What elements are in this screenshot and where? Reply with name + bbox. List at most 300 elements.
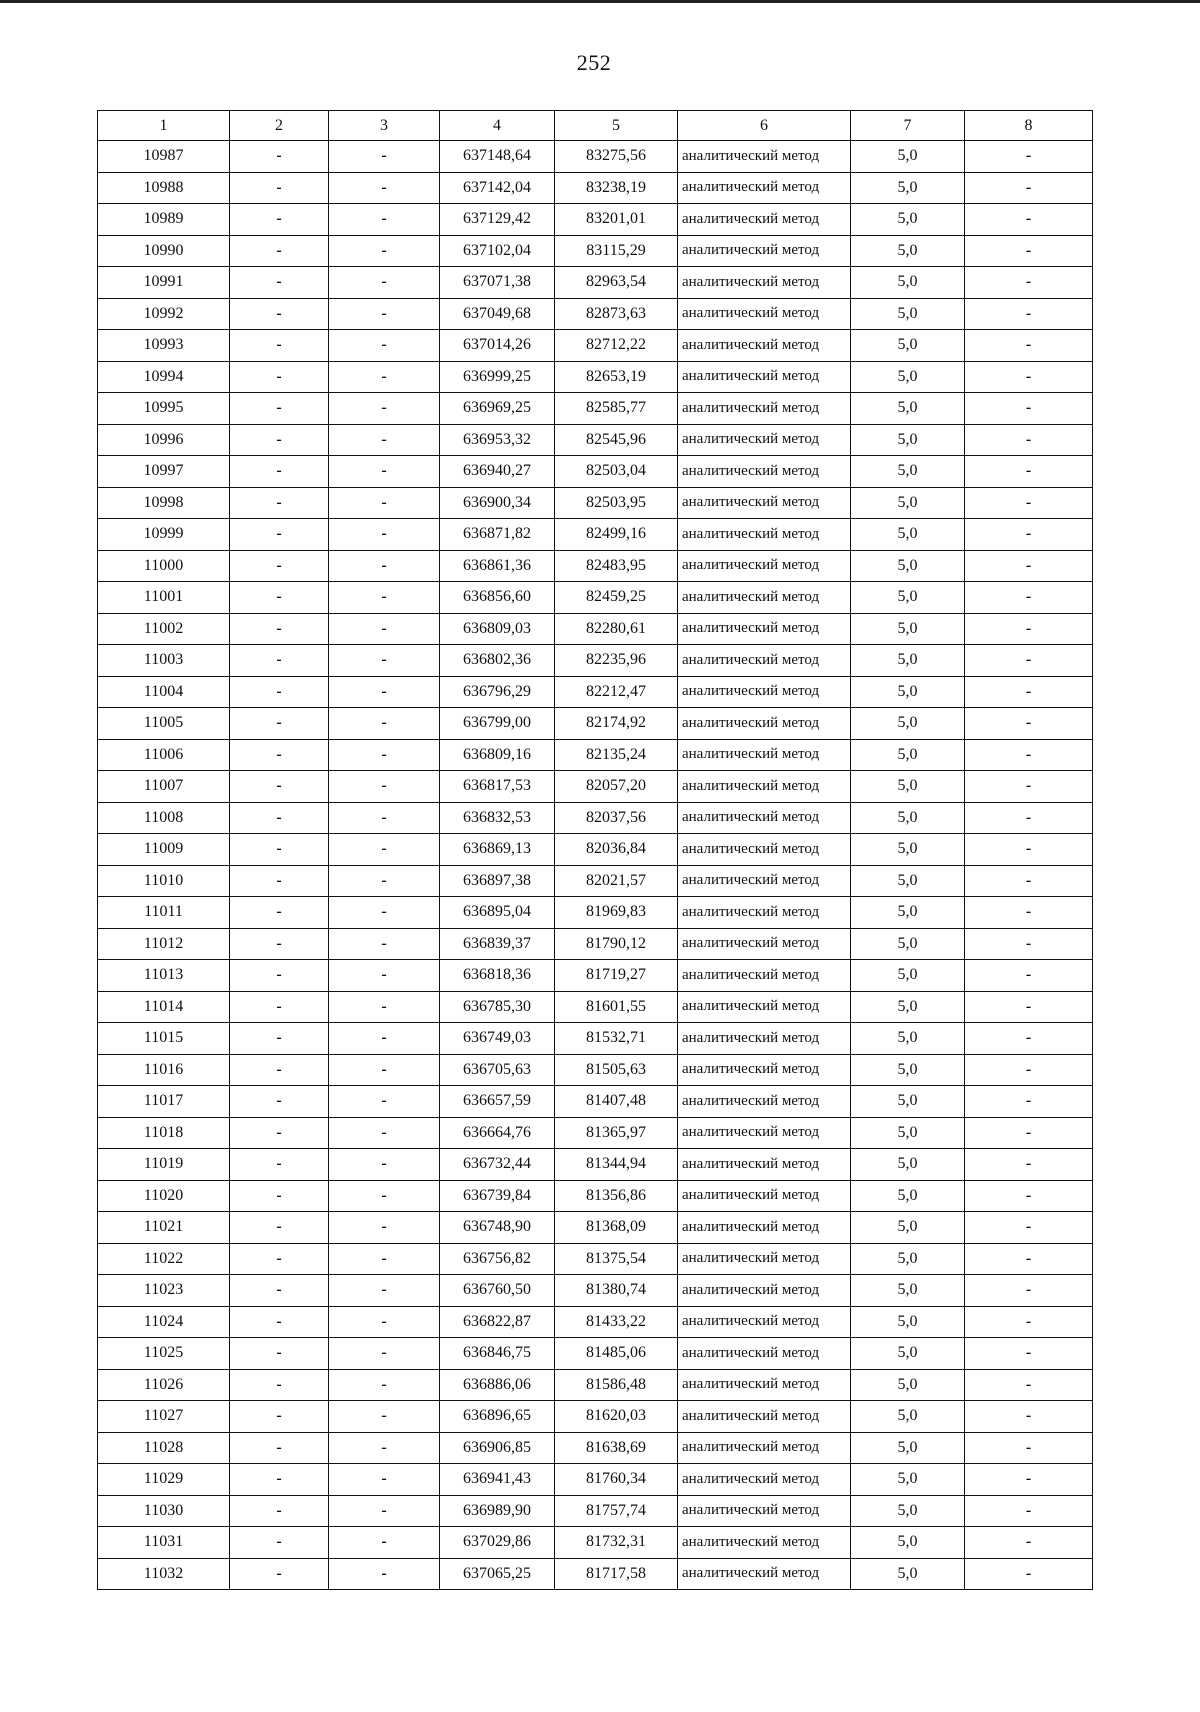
cell-accuracy: 5,0 <box>851 1054 965 1086</box>
cell-accuracy: 5,0 <box>851 487 965 519</box>
cell-point-number: 10997 <box>98 456 230 488</box>
cell-col-8: - <box>965 1306 1093 1338</box>
cell-method: аналитический метод <box>678 550 851 582</box>
table-row <box>98 550 1093 582</box>
cell-col-2: - <box>230 645 329 677</box>
cell-coord-y: 82585,77 <box>555 393 678 425</box>
cell-coord-x: 636802,36 <box>440 645 555 677</box>
cell-point-number: 10992 <box>98 298 230 330</box>
cell-col-2: - <box>230 834 329 866</box>
table-row <box>98 739 1093 771</box>
page-top-rule <box>0 0 1200 3</box>
cell-accuracy: 5,0 <box>851 1401 965 1433</box>
table-row <box>98 1149 1093 1181</box>
cell-coord-x: 637142,04 <box>440 172 555 204</box>
cell-col-8: - <box>965 141 1093 173</box>
cell-col-8: - <box>965 393 1093 425</box>
cell-col-8: - <box>965 487 1093 519</box>
table-row <box>98 802 1093 834</box>
cell-point-number: 11031 <box>98 1527 230 1559</box>
table-row <box>98 613 1093 645</box>
cell-col-8: - <box>965 1086 1093 1118</box>
table-row <box>98 393 1093 425</box>
cell-col-3: - <box>329 739 440 771</box>
column-header-1: 1 <box>98 111 230 141</box>
cell-point-number: 11003 <box>98 645 230 677</box>
cell-method: аналитический метод <box>678 991 851 1023</box>
cell-col-8: - <box>965 1338 1093 1370</box>
cell-col-2: - <box>230 1306 329 1338</box>
cell-col-3: - <box>329 676 440 708</box>
cell-col-2: - <box>230 235 329 267</box>
cell-coord-x: 636799,00 <box>440 708 555 740</box>
table-row <box>98 1086 1093 1118</box>
cell-coord-x: 636705,63 <box>440 1054 555 1086</box>
cell-coord-y: 82653,19 <box>555 361 678 393</box>
cell-point-number: 10991 <box>98 267 230 299</box>
cell-coord-x: 636856,60 <box>440 582 555 614</box>
table-row <box>98 991 1093 1023</box>
table-row <box>98 1432 1093 1464</box>
cell-col-8: - <box>965 739 1093 771</box>
cell-point-number: 11007 <box>98 771 230 803</box>
cell-coord-y: 81790,12 <box>555 928 678 960</box>
cell-coord-x: 637014,26 <box>440 330 555 362</box>
table-row <box>98 204 1093 236</box>
cell-coord-y: 81375,54 <box>555 1243 678 1275</box>
cell-coord-x: 636657,59 <box>440 1086 555 1118</box>
cell-method: аналитический метод <box>678 487 851 519</box>
cell-method: аналитический метод <box>678 1180 851 1212</box>
cell-col-8: - <box>965 1495 1093 1527</box>
cell-col-2: - <box>230 960 329 992</box>
cell-coord-x: 636989,90 <box>440 1495 555 1527</box>
cell-method: аналитический метод <box>678 267 851 299</box>
table-row <box>98 771 1093 803</box>
cell-col-8: - <box>965 298 1093 330</box>
cell-method: аналитический метод <box>678 172 851 204</box>
table-row <box>98 298 1093 330</box>
cell-accuracy: 5,0 <box>851 865 965 897</box>
cell-col-8: - <box>965 1212 1093 1244</box>
cell-coord-x: 636785,30 <box>440 991 555 1023</box>
cell-point-number: 10994 <box>98 361 230 393</box>
cell-col-2: - <box>230 1054 329 1086</box>
cell-accuracy: 5,0 <box>851 393 965 425</box>
cell-col-2: - <box>230 487 329 519</box>
cell-method: аналитический метод <box>678 1369 851 1401</box>
cell-point-number: 10998 <box>98 487 230 519</box>
cell-col-3: - <box>329 1306 440 1338</box>
table-row <box>98 235 1093 267</box>
cell-col-3: - <box>329 1338 440 1370</box>
cell-col-8: - <box>965 1369 1093 1401</box>
cell-method: аналитический метод <box>678 424 851 456</box>
cell-point-number: 11018 <box>98 1117 230 1149</box>
cell-coord-x: 636861,36 <box>440 550 555 582</box>
cell-col-3: - <box>329 708 440 740</box>
cell-col-8: - <box>965 1432 1093 1464</box>
coordinates-table <box>97 110 1093 1590</box>
cell-coord-x: 636846,75 <box>440 1338 555 1370</box>
cell-accuracy: 5,0 <box>851 1495 965 1527</box>
cell-coord-x: 636818,36 <box>440 960 555 992</box>
cell-accuracy: 5,0 <box>851 1306 965 1338</box>
cell-coord-x: 636900,34 <box>440 487 555 519</box>
cell-col-8: - <box>965 771 1093 803</box>
cell-coord-y: 82212,47 <box>555 676 678 708</box>
cell-col-8: - <box>965 1558 1093 1590</box>
cell-accuracy: 5,0 <box>851 1338 965 1370</box>
cell-coord-x: 636749,03 <box>440 1023 555 1055</box>
cell-col-3: - <box>329 519 440 551</box>
table-row <box>98 834 1093 866</box>
cell-accuracy: 5,0 <box>851 204 965 236</box>
cell-col-3: - <box>329 802 440 834</box>
cell-point-number: 10995 <box>98 393 230 425</box>
table-row <box>98 519 1093 551</box>
cell-point-number: 11008 <box>98 802 230 834</box>
column-header-2: 2 <box>230 111 329 141</box>
cell-coord-x: 637049,68 <box>440 298 555 330</box>
page-number: 252 <box>576 50 612 75</box>
cell-col-8: - <box>965 1243 1093 1275</box>
cell-accuracy: 5,0 <box>851 991 965 1023</box>
cell-accuracy: 5,0 <box>851 1558 965 1590</box>
cell-accuracy: 5,0 <box>851 1275 965 1307</box>
cell-accuracy: 5,0 <box>851 645 965 677</box>
cell-coord-x: 636760,50 <box>440 1275 555 1307</box>
cell-col-8: - <box>965 550 1093 582</box>
cell-point-number: 11004 <box>98 676 230 708</box>
cell-coord-x: 636809,16 <box>440 739 555 771</box>
cell-accuracy: 5,0 <box>851 708 965 740</box>
cell-point-number: 10993 <box>98 330 230 362</box>
cell-coord-y: 82280,61 <box>555 613 678 645</box>
cell-method: аналитический метод <box>678 519 851 551</box>
cell-coord-y: 81433,22 <box>555 1306 678 1338</box>
cell-accuracy: 5,0 <box>851 519 965 551</box>
cell-coord-x: 636809,03 <box>440 613 555 645</box>
cell-point-number: 11030 <box>98 1495 230 1527</box>
cell-method: аналитический метод <box>678 582 851 614</box>
cell-method: аналитический метод <box>678 1527 851 1559</box>
table-row <box>98 1243 1093 1275</box>
cell-coord-y: 81407,48 <box>555 1086 678 1118</box>
header-row <box>98 111 1093 141</box>
table-row <box>98 487 1093 519</box>
cell-point-number: 11026 <box>98 1369 230 1401</box>
cell-col-2: - <box>230 928 329 960</box>
cell-col-8: - <box>965 1527 1093 1559</box>
column-header-8: 8 <box>965 111 1093 141</box>
cell-col-2: - <box>230 1369 329 1401</box>
cell-col-3: - <box>329 645 440 677</box>
cell-point-number: 10989 <box>98 204 230 236</box>
table-row <box>98 1401 1093 1433</box>
cell-coord-y: 81586,48 <box>555 1369 678 1401</box>
table-row <box>98 1180 1093 1212</box>
table-header <box>98 111 1093 141</box>
cell-col-3: - <box>329 393 440 425</box>
cell-coord-y: 83115,29 <box>555 235 678 267</box>
cell-coord-y: 82036,84 <box>555 834 678 866</box>
cell-point-number: 11017 <box>98 1086 230 1118</box>
cell-col-8: - <box>965 204 1093 236</box>
cell-col-3: - <box>329 330 440 362</box>
cell-method: аналитический метод <box>678 1117 851 1149</box>
cell-col-8: - <box>965 1275 1093 1307</box>
cell-coord-y: 81532,71 <box>555 1023 678 1055</box>
table-row <box>98 897 1093 929</box>
cell-col-3: - <box>329 361 440 393</box>
column-header-3: 3 <box>329 111 440 141</box>
cell-coord-y: 82499,16 <box>555 519 678 551</box>
table-row <box>98 1464 1093 1496</box>
cell-col-3: - <box>329 1180 440 1212</box>
cell-coord-x: 636839,37 <box>440 928 555 960</box>
cell-coord-y: 81380,74 <box>555 1275 678 1307</box>
cell-col-8: - <box>965 834 1093 866</box>
cell-col-8: - <box>965 519 1093 551</box>
cell-coord-y: 81969,83 <box>555 897 678 929</box>
cell-method: аналитический метод <box>678 960 851 992</box>
cell-col-3: - <box>329 897 440 929</box>
cell-point-number: 10987 <box>98 141 230 173</box>
cell-coord-y: 83238,19 <box>555 172 678 204</box>
cell-method: аналитический метод <box>678 834 851 866</box>
cell-col-2: - <box>230 424 329 456</box>
cell-col-3: - <box>329 1243 440 1275</box>
cell-point-number: 11000 <box>98 550 230 582</box>
cell-point-number: 10988 <box>98 172 230 204</box>
cell-col-2: - <box>230 519 329 551</box>
cell-coord-y: 82021,57 <box>555 865 678 897</box>
cell-point-number: 11013 <box>98 960 230 992</box>
cell-coord-x: 637071,38 <box>440 267 555 299</box>
cell-coord-y: 82174,92 <box>555 708 678 740</box>
cell-method: аналитический метод <box>678 298 851 330</box>
cell-coord-x: 636756,82 <box>440 1243 555 1275</box>
cell-point-number: 11011 <box>98 897 230 929</box>
column-header-5: 5 <box>555 111 678 141</box>
table-row <box>98 1117 1093 1149</box>
cell-method: аналитический метод <box>678 928 851 960</box>
cell-coord-x: 636886,06 <box>440 1369 555 1401</box>
cell-coord-y: 82483,95 <box>555 550 678 582</box>
cell-method: аналитический метод <box>678 235 851 267</box>
cell-accuracy: 5,0 <box>851 1086 965 1118</box>
cell-method: аналитический метод <box>678 802 851 834</box>
cell-accuracy: 5,0 <box>851 172 965 204</box>
cell-col-8: - <box>965 708 1093 740</box>
cell-col-2: - <box>230 204 329 236</box>
cell-coord-x: 636999,25 <box>440 361 555 393</box>
cell-col-8: - <box>965 361 1093 393</box>
cell-method: аналитический метод <box>678 1432 851 1464</box>
cell-coord-y: 81505,63 <box>555 1054 678 1086</box>
cell-coord-x: 637102,04 <box>440 235 555 267</box>
cell-coord-x: 636732,44 <box>440 1149 555 1181</box>
cell-method: аналитический метод <box>678 1086 851 1118</box>
cell-coord-x: 636822,87 <box>440 1306 555 1338</box>
cell-col-8: - <box>965 1149 1093 1181</box>
cell-col-2: - <box>230 739 329 771</box>
cell-accuracy: 5,0 <box>851 1180 965 1212</box>
cell-method: аналитический метод <box>678 456 851 488</box>
cell-col-8: - <box>965 1023 1093 1055</box>
cell-col-8: - <box>965 1117 1093 1149</box>
cell-coord-x: 636895,04 <box>440 897 555 929</box>
cell-accuracy: 5,0 <box>851 550 965 582</box>
column-header-7: 7 <box>851 111 965 141</box>
cell-accuracy: 5,0 <box>851 424 965 456</box>
cell-col-3: - <box>329 1054 440 1086</box>
cell-accuracy: 5,0 <box>851 456 965 488</box>
cell-point-number: 11010 <box>98 865 230 897</box>
cell-coord-y: 81620,03 <box>555 1401 678 1433</box>
cell-coord-x: 636739,84 <box>440 1180 555 1212</box>
cell-col-8: - <box>965 865 1093 897</box>
cell-point-number: 11021 <box>98 1212 230 1244</box>
table-row <box>98 456 1093 488</box>
cell-col-3: - <box>329 1023 440 1055</box>
cell-coord-x: 636940,27 <box>440 456 555 488</box>
cell-accuracy: 5,0 <box>851 235 965 267</box>
cell-col-3: - <box>329 456 440 488</box>
table-row <box>98 1275 1093 1307</box>
cell-coord-y: 82503,95 <box>555 487 678 519</box>
cell-coord-x: 636817,53 <box>440 771 555 803</box>
cell-col-8: - <box>965 456 1093 488</box>
cell-point-number: 11014 <box>98 991 230 1023</box>
cell-col-2: - <box>230 1338 329 1370</box>
cell-coord-x: 636897,38 <box>440 865 555 897</box>
cell-col-3: - <box>329 582 440 614</box>
cell-method: аналитический метод <box>678 1054 851 1086</box>
cell-method: аналитический метод <box>678 204 851 236</box>
cell-col-2: - <box>230 1275 329 1307</box>
cell-method: аналитический метод <box>678 708 851 740</box>
cell-coord-x: 637129,42 <box>440 204 555 236</box>
cell-coord-y: 83275,56 <box>555 141 678 173</box>
table-row <box>98 172 1093 204</box>
cell-coord-x: 636832,53 <box>440 802 555 834</box>
cell-col-3: - <box>329 960 440 992</box>
table-row <box>98 141 1093 173</box>
cell-coord-x: 636896,65 <box>440 1401 555 1433</box>
cell-col-8: - <box>965 424 1093 456</box>
cell-coord-y: 82712,22 <box>555 330 678 362</box>
cell-col-8: - <box>965 267 1093 299</box>
cell-point-number: 11006 <box>98 739 230 771</box>
cell-method: аналитический метод <box>678 1243 851 1275</box>
cell-point-number: 11012 <box>98 928 230 960</box>
table-row <box>98 1558 1093 1590</box>
cell-col-3: - <box>329 1275 440 1307</box>
cell-col-3: - <box>329 1117 440 1149</box>
table-row <box>98 1054 1093 1086</box>
cell-coord-y: 81485,06 <box>555 1338 678 1370</box>
cell-point-number: 11025 <box>98 1338 230 1370</box>
cell-col-8: - <box>965 1054 1093 1086</box>
cell-coord-y: 81757,74 <box>555 1495 678 1527</box>
cell-coord-y: 81719,27 <box>555 960 678 992</box>
cell-coord-x: 636796,29 <box>440 676 555 708</box>
cell-col-2: - <box>230 865 329 897</box>
cell-col-2: - <box>230 897 329 929</box>
cell-method: аналитический метод <box>678 1212 851 1244</box>
cell-method: аналитический метод <box>678 676 851 708</box>
cell-col-2: - <box>230 582 329 614</box>
cell-point-number: 11022 <box>98 1243 230 1275</box>
cell-coord-y: 82037,56 <box>555 802 678 834</box>
cell-col-2: - <box>230 330 329 362</box>
cell-accuracy: 5,0 <box>851 834 965 866</box>
cell-coord-y: 82057,20 <box>555 771 678 803</box>
cell-col-2: - <box>230 1086 329 1118</box>
cell-coord-x: 636664,76 <box>440 1117 555 1149</box>
cell-col-2: - <box>230 456 329 488</box>
cell-point-number: 11001 <box>98 582 230 614</box>
cell-coord-y: 81601,55 <box>555 991 678 1023</box>
cell-col-3: - <box>329 865 440 897</box>
cell-col-3: - <box>329 1149 440 1181</box>
cell-accuracy: 5,0 <box>851 582 965 614</box>
cell-col-3: - <box>329 204 440 236</box>
cell-coord-y: 81344,94 <box>555 1149 678 1181</box>
cell-col-3: - <box>329 1432 440 1464</box>
cell-point-number: 11015 <box>98 1023 230 1055</box>
cell-point-number: 11032 <box>98 1558 230 1590</box>
column-header-6: 6 <box>678 111 851 141</box>
cell-coord-x: 636906,85 <box>440 1432 555 1464</box>
cell-coord-y: 82963,54 <box>555 267 678 299</box>
cell-col-2: - <box>230 771 329 803</box>
cell-method: аналитический метод <box>678 897 851 929</box>
cell-col-8: - <box>965 991 1093 1023</box>
cell-col-8: - <box>965 676 1093 708</box>
cell-col-8: - <box>965 582 1093 614</box>
cell-col-8: - <box>965 172 1093 204</box>
cell-point-number: 11027 <box>98 1401 230 1433</box>
cell-accuracy: 5,0 <box>851 739 965 771</box>
cell-col-2: - <box>230 708 329 740</box>
cell-col-2: - <box>230 1180 329 1212</box>
cell-coord-y: 81717,58 <box>555 1558 678 1590</box>
cell-col-2: - <box>230 393 329 425</box>
cell-method: аналитический метод <box>678 1464 851 1496</box>
table-row <box>98 1495 1093 1527</box>
cell-point-number: 11028 <box>98 1432 230 1464</box>
cell-coord-x: 636953,32 <box>440 424 555 456</box>
cell-point-number: 11019 <box>98 1149 230 1181</box>
cell-accuracy: 5,0 <box>851 361 965 393</box>
cell-point-number: 10999 <box>98 519 230 551</box>
cell-col-3: - <box>329 1401 440 1433</box>
cell-col-2: - <box>230 1243 329 1275</box>
cell-col-3: - <box>329 487 440 519</box>
cell-point-number: 11020 <box>98 1180 230 1212</box>
cell-accuracy: 5,0 <box>851 676 965 708</box>
table-row <box>98 424 1093 456</box>
cell-accuracy: 5,0 <box>851 1023 965 1055</box>
cell-col-3: - <box>329 172 440 204</box>
cell-method: аналитический метод <box>678 1306 851 1338</box>
cell-col-2: - <box>230 361 329 393</box>
cell-method: аналитический метод <box>678 1338 851 1370</box>
cell-col-8: - <box>965 1401 1093 1433</box>
